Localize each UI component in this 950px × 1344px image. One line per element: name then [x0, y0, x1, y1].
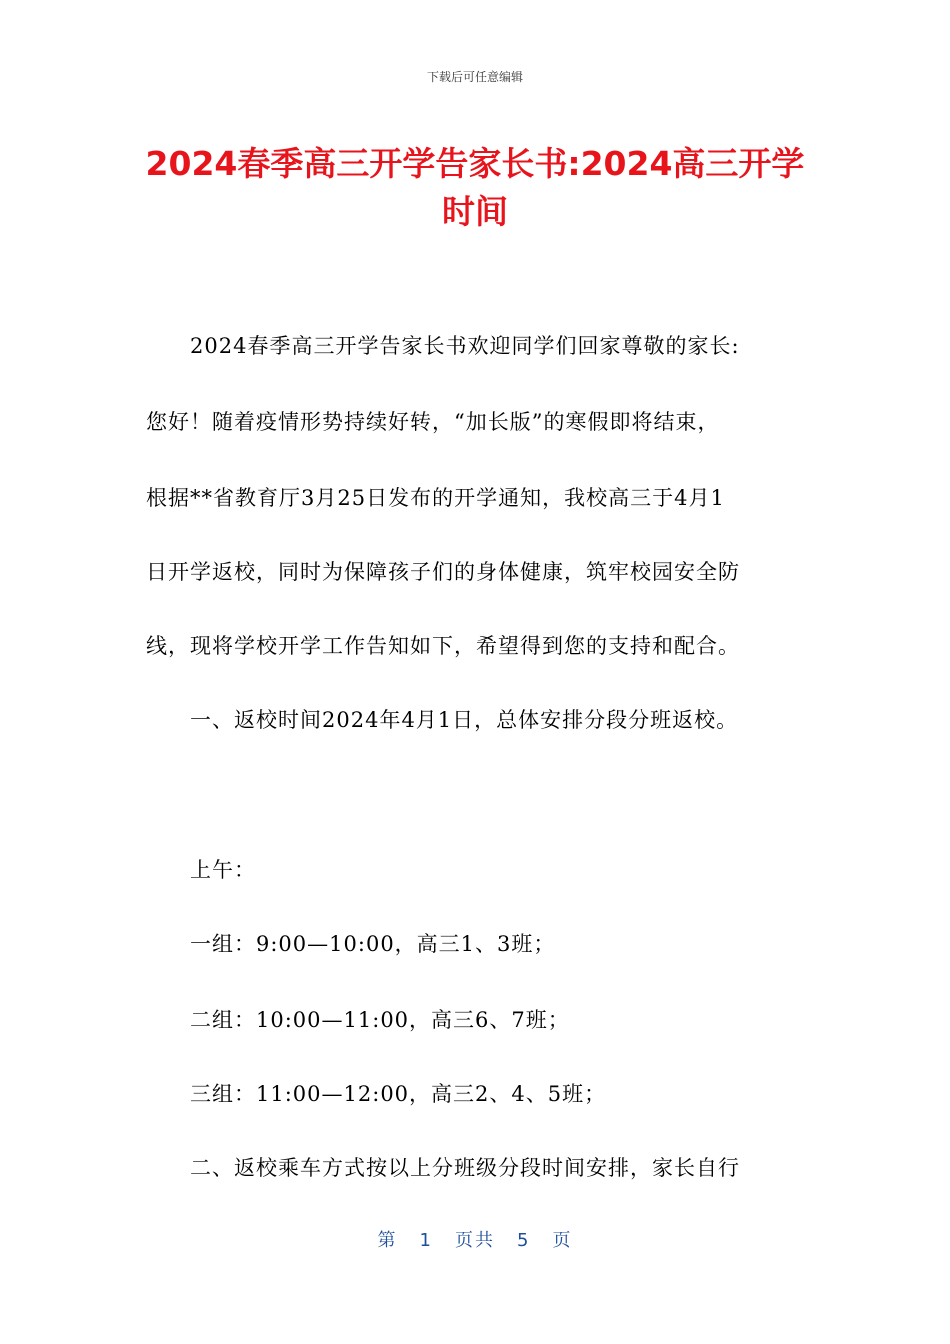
- paragraph-line: 日开学返校，同时为保障孩子们的身体健康，筑牢校园安全防: [146, 560, 740, 584]
- total-pages-number: 5: [517, 1230, 531, 1251]
- paragraph-line: 二组：10:00—11:00，高三6、7班；: [190, 1008, 570, 1032]
- paragraph-line: 您好！随着疫情形势持续好转，“加长版”的寒假即将结束，: [146, 410, 720, 434]
- footer-middle: 页共: [455, 1230, 495, 1251]
- paragraph-line: 一、返校时间2024年4月1日，总体安排分段分班返校。: [190, 708, 739, 732]
- title-line-2: 时间: [442, 192, 508, 231]
- footer-suffix: 页: [552, 1230, 573, 1251]
- paragraph-line: 线，现将学校开学工作告知如下，希望得到您的支持和配合。: [146, 634, 740, 658]
- current-page-number: 1: [419, 1230, 433, 1251]
- title-line-1: 2024春季高三开学告家长书:2024高三开学: [145, 144, 805, 183]
- paragraph-line: 一组：9:00—10:00，高三1、3班；: [190, 932, 556, 956]
- paragraph-line: 根据**省教育厅3月25日发布的开学通知，我校高三于4月1: [146, 486, 725, 510]
- document-title: [120, 140, 830, 236]
- footer-prefix: 第: [377, 1230, 398, 1251]
- paragraph-line: 2024春季高三开学告家长书欢迎同学们回家尊敬的家长:: [190, 334, 740, 358]
- paragraph-line: 三组：11:00—12:00，高三2、4、5班；: [190, 1082, 607, 1106]
- paragraph-line: 上午：: [190, 858, 256, 882]
- paragraph-line: 二、返校乘车方式按以上分班级分段时间安排，家长自行: [190, 1156, 740, 1180]
- page-footer: [0, 1226, 950, 1252]
- header-note: 下载后可任意编辑: [426, 70, 523, 84]
